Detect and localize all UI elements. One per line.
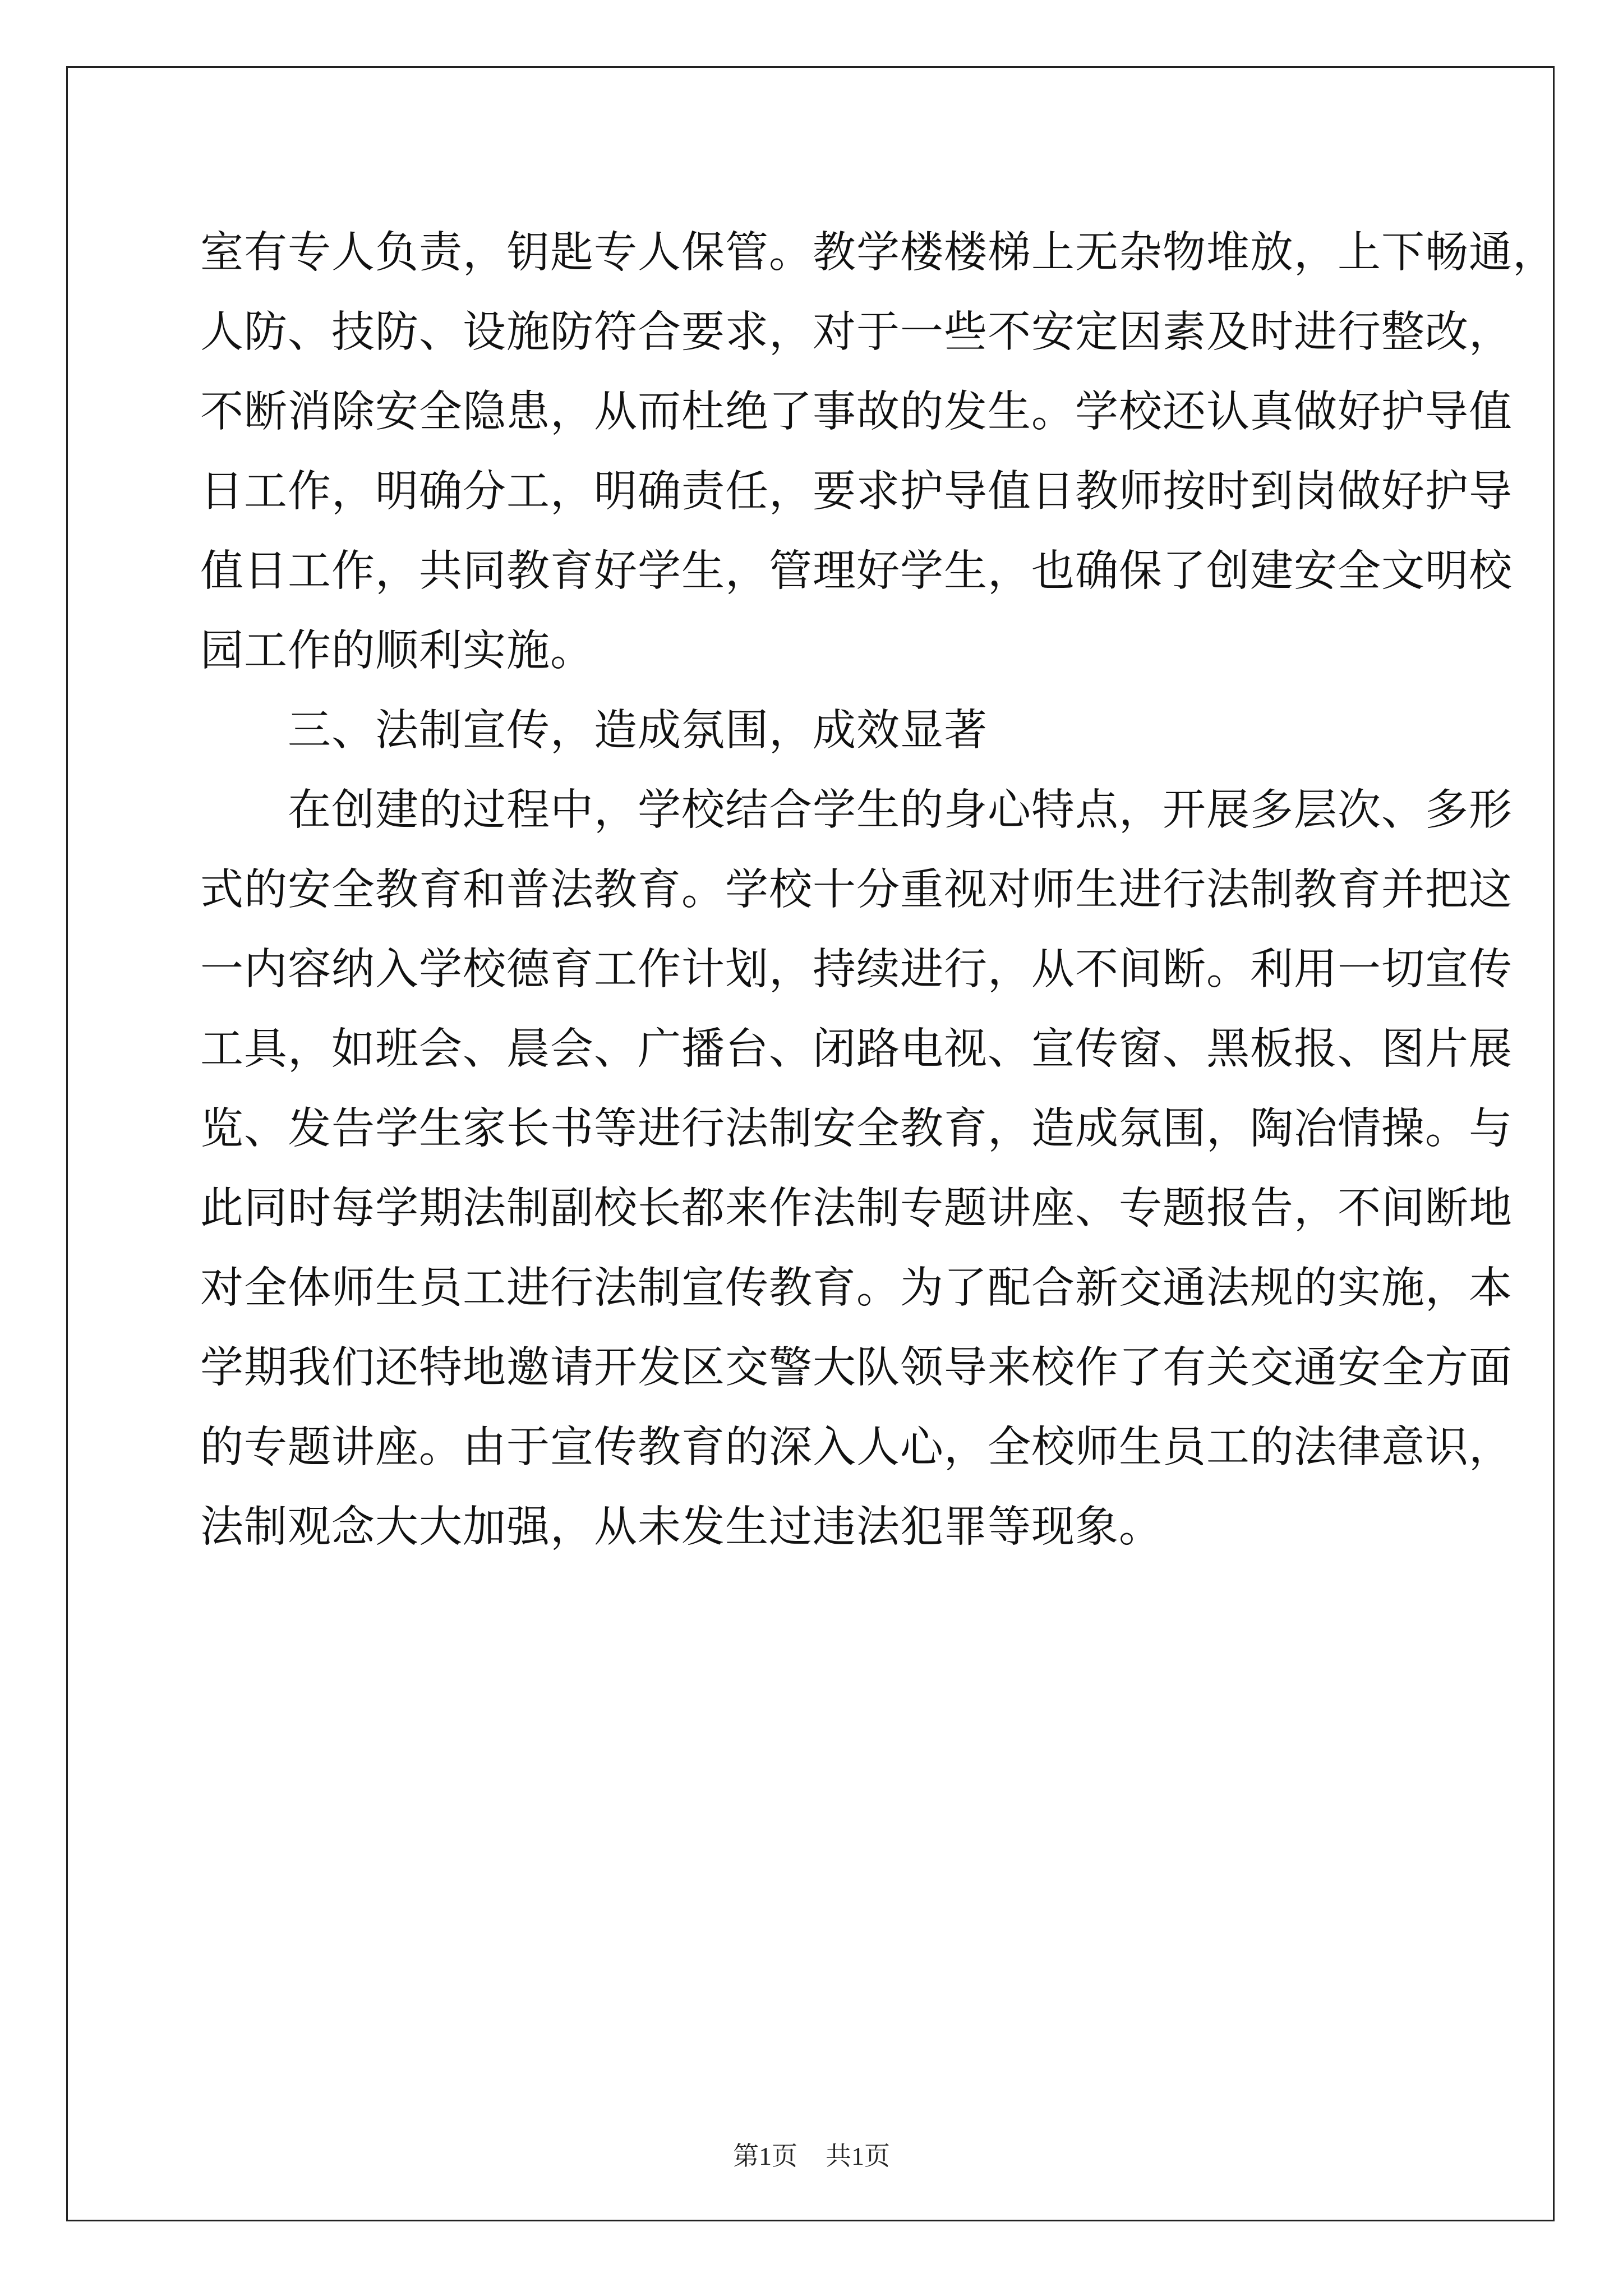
- text-line: 在创建的过程中，学校结合学生的身心特点，开展多层次、多形: [200, 785, 1513, 835]
- text-line: 此同时每学期法制副校长都来作法制专题讲座、专题报告，不间断地: [200, 1184, 1513, 1234]
- text-line: 园工作的顺利实施。: [200, 626, 594, 676]
- page-number-current: 第1页: [733, 2142, 797, 2170]
- text-line: 工具，如班会、晨会、广播台、闭路电视、宣传窗、黑板报、图片展: [200, 1024, 1513, 1074]
- text-line: 日工作，明确分工，明确责任，要求护导值日教师按时到岗做好护导: [200, 467, 1513, 517]
- text-line: 室有专人负责，钥匙专人保管。教学楼楼梯上无杂物堆放，上下畅通，: [200, 228, 1556, 278]
- text-line: 人防、技防、设施防符合要求，对于一些不安定因素及时进行整改，: [200, 307, 1513, 357]
- text-line: 法制观念大大加强，从未发生过违法犯罪等现象。: [200, 1502, 1163, 1552]
- text-line: 学期我们还特地邀请开发区交警大队领导来校作了有关交通安全方面: [200, 1343, 1513, 1393]
- page-footer: [0, 2136, 1623, 2173]
- text-line: 不断消除安全隐患，从而杜绝了事故的发生。学校还认真做好护导值: [200, 387, 1513, 437]
- text-line: 览、发告学生家长书等进行法制安全教育，造成氛围，陶冶情操。与: [200, 1104, 1513, 1154]
- document-body: [200, 213, 1556, 1567]
- text-line: 值日工作，共同教育好学生，管理好学生，也确保了创建安全文明校: [200, 546, 1513, 596]
- page-number-total: 共1页: [826, 2142, 890, 2170]
- text-line: 一内容纳入学校德育工作计划，持续进行，从不间断。利用一切宣传: [200, 945, 1513, 995]
- section-heading: 三、法制宣传，造成氛围，成效显著: [200, 706, 988, 756]
- text-line: 式的安全教育和普法教育。学校十分重视对师生进行法制教育并把这: [200, 865, 1513, 915]
- text-line: 的专题讲座。由于宣传教育的深入人心，全校师生员工的法律意识，: [200, 1423, 1513, 1473]
- text-line: 对全体师生员工进行法制宣传教育。为了配合新交通法规的实施，本: [200, 1263, 1513, 1313]
